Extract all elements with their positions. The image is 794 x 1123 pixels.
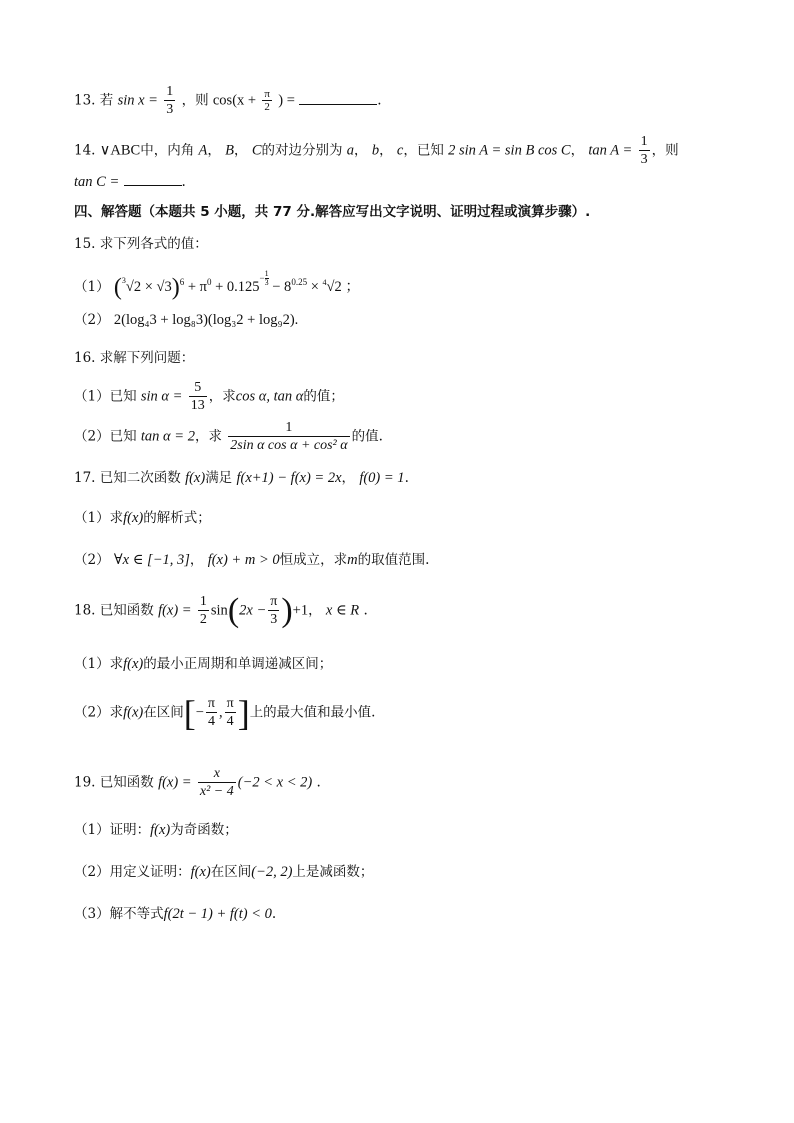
q14-triangle: ∨ABC [99, 142, 141, 159]
q14-tanC: tan C = [74, 174, 120, 190]
q16-p1-tail2: 的值； [303, 388, 344, 405]
q13-connector: ，则 [181, 92, 209, 109]
q19-part1 [74, 820, 764, 840]
q17-condition: f(x+1) − f(x) = 2x [236, 470, 342, 486]
q13-number: 13. [74, 92, 96, 109]
q19-part3 [74, 904, 764, 924]
q14-a: a [346, 142, 355, 159]
q15-title: 15. 求下列各式的值： [74, 236, 208, 252]
q13-fraction: $\frac{1}{3}$ [166, 84, 174, 117]
q16-part2 [74, 420, 764, 454]
q18-p2-fx: f(x) [123, 704, 144, 721]
q19-p1-fx: f(x) [150, 822, 171, 838]
q17-comma: ， [341, 470, 356, 486]
q19-p2-tail: 上是减函数； [292, 864, 374, 880]
q13-tail: ) = [278, 92, 295, 109]
q15-p2-expression: 2(log₄3 + log₈3)(log₃2 + log₉2). [113, 312, 299, 328]
q14-C: C [251, 142, 262, 159]
q19-title-pre: 19. 已知函数 [74, 774, 154, 791]
q16-p2-tail: 的值. [351, 428, 383, 445]
q14-A: A [198, 142, 208, 159]
q19-part2 [74, 862, 764, 882]
q14-number: 14. [74, 142, 96, 159]
q18-fx-eq: f(x) = [158, 602, 192, 619]
q13-sin-expr: sin x = [117, 92, 158, 109]
question-14-line2: tan C = . [74, 174, 186, 190]
q19-domain: (−2 < x < 2) [237, 774, 313, 791]
q18-p2-lower: $\frac{\pi}{4}$ [207, 696, 215, 729]
q14-c: c [396, 142, 404, 159]
q18-p2-tail: 上的最大值和最小值. [249, 704, 376, 721]
q17-title-pre: 17. 已知二次函数 [74, 470, 181, 486]
q19-p3-pre: （3）解不等式 [74, 906, 164, 922]
q18-half: $\frac{1}{2}$ [199, 594, 207, 627]
q14-connector: ，则 [651, 142, 679, 159]
q17-end: . [404, 470, 409, 486]
q14-text3: ，已知 [403, 142, 444, 159]
q15-p1-expression: $(^3√2 \times √3)^6 + \pi^0 + 0.125^{- \frac{1}{3}}$ − $8^{0.25} \times ^4√2$ ； [113, 269, 360, 301]
q17-p1-fx: f(x) [123, 510, 144, 526]
q13-answer-blank[interactable] [299, 93, 377, 105]
q17-p1-pre: （1）求 [74, 510, 124, 526]
q15-part1 [74, 268, 764, 301]
q17-p2-condition: f(x) + m > 0 [207, 552, 280, 568]
q14-fraction: $\frac{1}{3}$ [640, 134, 648, 167]
q19-fx-eq: f(x) = [158, 774, 192, 791]
q18-p1-pre: （1）求 [74, 656, 124, 672]
q18-p1-tail: 的最小正周期和单调递减区间； [143, 656, 333, 672]
q14-tanA: tan A = [588, 142, 633, 159]
q16-p2-tan: tan α = 2 [140, 428, 195, 445]
q16-p2-mid: ，求 [194, 428, 222, 445]
q19-p1-pre: （1）证明： [74, 822, 151, 838]
q19-p2-fx: f(x) [190, 864, 211, 880]
q17-p2-forall: ∀x ∈ [−1, 3] [113, 552, 190, 568]
q17-title-mid: 满足 [205, 470, 233, 486]
q15-p1-label: （1） [74, 279, 110, 295]
q16-title: 16. 求解下列问题： [74, 350, 195, 366]
q17-part2: （2） ∀x ∈ [−1, 3]， f(x) + m > 0恒成立，求m的取值范围. [74, 552, 430, 568]
q18-pi-fraction: $\frac{\pi}{3}$ [270, 594, 278, 627]
q19-p3-tail: . [271, 906, 277, 922]
q13-text: 若 [99, 92, 114, 109]
q19-fraction: $\frac{x}{\text{x² − 4}}$ [199, 766, 234, 799]
q16-p2-fraction: $\frac{1}{\text{2sin α cos α + cos² α}}$ [230, 420, 348, 453]
q18-p2-pre: （2）求 [74, 704, 124, 721]
q18-plus: +1 [292, 602, 309, 619]
q17-fx: f(x) [185, 470, 206, 486]
q16-p1-cos: cos α, tan α [235, 388, 304, 405]
q16-p1-label: （1）已知 [74, 388, 137, 405]
q16-part1 [74, 380, 764, 414]
q17-p1-tail: 的解析式； [143, 510, 211, 526]
q16-p2-label: （2）已知 [74, 428, 137, 445]
q14-b: b [371, 142, 380, 159]
q19-p2-interval: (−2, 2) [251, 864, 293, 880]
q17-title [74, 468, 764, 488]
q16-p1-fraction: $\frac{5}{13}$ [190, 380, 205, 413]
q17-f0: f(0) = 1 [359, 470, 405, 486]
q18-domain: x ∈ R [325, 602, 360, 619]
q19-p2-mid: 在区间 [210, 864, 252, 880]
q15-part2 [74, 310, 764, 330]
q17-p2-pre: （2） [74, 552, 110, 568]
q19-p3-expression: f(2t − 1) + f(t) < 0 [163, 906, 272, 922]
q19-p2-pre: （2）用定义证明： [74, 864, 191, 880]
q15-p2-label: （2） [74, 312, 110, 328]
q18-p2-mid: 在区间 [143, 704, 184, 721]
q19-title: 19. 已知函数 f(x) = $\frac{x}{\text{x² − 4}}$ (−2 < x < 2) . [74, 766, 321, 799]
q18-inner: 2x − [239, 602, 267, 619]
q14-B: B [225, 142, 235, 159]
q18-p2-upper: $\frac{\pi}{4}$ [226, 696, 234, 729]
q14-answer-blank[interactable] [124, 174, 182, 186]
q16-p1-tail1: ，求 [208, 388, 236, 405]
section-4-heading: 四、解答题（本题共 5 小题，共 77 分.解答应写出文字说明、证明过程或演算步骤）. [74, 204, 591, 220]
q14-text2: 的对边分别为 [261, 142, 343, 159]
question-14: 14. ∨ABC中，内角 A， B， C的对边分别为 a， b， c，已知 2 sin A = sin B cos C， tan A = $\frac{1}{3}$ ，则 [74, 134, 679, 167]
q18-title-pre: 18. 已知函数 [74, 602, 154, 619]
q16-p1-sin: sin α = [140, 388, 183, 405]
question-13: 13. 若 sin x = $\frac{1}{3}$ ，则 cos(x + $\frac{\pi}{2}$ ) = . [74, 84, 382, 117]
q18-title: 18. 已知函数 f(x) = $\frac{1}{2}$ sin(2x − $\frac{\pi}{3}$ )+1， x ∈ R . [74, 592, 368, 629]
q18-sin: sin [210, 602, 228, 619]
q18-p1-fx: f(x) [123, 656, 144, 672]
q19-p1-tail: 为奇函数； [170, 822, 238, 838]
q14-text1: 中，内角 [140, 142, 195, 159]
q18-part1 [74, 654, 764, 674]
q17-p2-tail1: 恒成立，求 [279, 552, 348, 568]
q17-p2-tail2: 的取值范围. [357, 552, 430, 568]
q14-equation: 2 sin A = sin B cos C [448, 142, 571, 159]
q18-part2: （2）求f(x)在区间[− $\frac{\pi}{4}$ , $\frac{\pi}{4}$ ]上的最大值和最小值. [74, 693, 376, 733]
q13-pi-fraction: $\frac{\pi}{2}$ [264, 88, 270, 113]
q13-cos-expr: cos(x + [212, 92, 257, 109]
q17-p2-m: m [347, 552, 358, 568]
q17-part1 [74, 508, 764, 528]
